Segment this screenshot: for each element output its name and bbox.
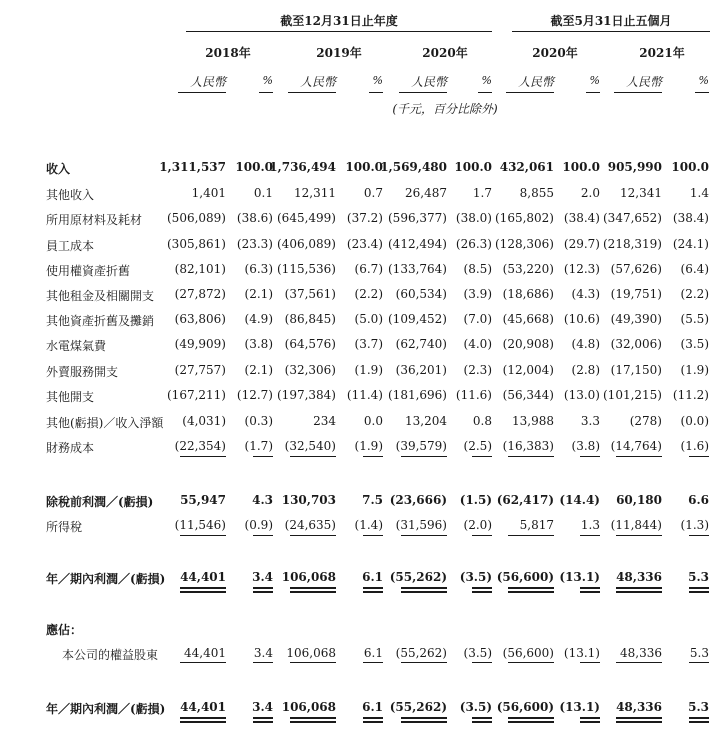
cell-value: 5,817 [519,518,554,532]
row-label: 其他收入 [46,188,95,202]
cell-value: (32,006) [610,337,662,351]
cell-value: (13.1) [559,570,600,584]
year-header: 2019年 [316,46,362,60]
cell-value: (27,757) [174,363,226,377]
cell-value: (3.8) [571,439,600,453]
cell-value: 5.3 [688,570,709,584]
column-rule [616,535,662,536]
cell-value: (12.7) [236,388,273,402]
cell-value: 1.7 [472,186,492,200]
column-rule [689,535,709,536]
cell-value: (60,534) [395,287,447,301]
cell-value: (37,561) [284,287,336,301]
cell-value: 100.0 [235,160,273,174]
cell-value: (165,802) [495,211,554,225]
column-rule [508,456,554,457]
column-rule [580,587,600,589]
cell-value: (218,319) [603,237,662,251]
cell-value: (55,262) [389,570,447,584]
cell-value: (109,452) [388,312,447,326]
cell-value: 2.0 [580,186,600,200]
column-rule [616,662,662,663]
cell-value: (20,908) [502,337,554,351]
column-rule [689,717,709,719]
row-label: 使用權資產折舊 [46,264,131,278]
cell-value: (27,872) [174,287,226,301]
column-rule [253,717,273,719]
column-rule [180,535,226,536]
cell-value: 100.0 [562,160,600,174]
cell-value: 1,569,480 [380,160,447,174]
row-label: 外賣服務開支 [46,365,119,379]
cell-value: (56,344) [502,388,554,402]
cell-value: (56,600) [502,646,554,660]
cell-value: 48,336 [616,570,662,584]
cell-value: (4.0) [463,337,492,351]
column-rule [508,587,554,589]
column-rule [253,535,273,536]
cell-value: (1.7) [244,439,273,453]
column-rule [363,717,383,719]
cell-value: (3.8) [244,337,273,351]
cell-value: (2.5) [463,439,492,453]
cell-value: (23.4) [346,237,383,251]
cell-value: 6.1 [363,646,383,660]
column-rule [180,662,226,663]
unit-percent-header: % [372,74,383,87]
cell-value: (3.5) [680,337,709,351]
unit-underline [288,92,336,93]
row-label: 收入 [46,162,71,176]
unit-percent-header: % [481,74,492,87]
cell-value: (86,845) [284,312,336,326]
cell-value: 234 [313,414,336,428]
cell-value: 7.5 [362,493,383,507]
cell-value: 55,947 [180,493,226,507]
column-rule [401,717,447,719]
cell-value: (2.1) [244,287,273,301]
column-rule [290,662,336,663]
cell-value: (11.6) [455,388,492,402]
column-rule [689,721,709,723]
cell-value: 100.0 [454,160,492,174]
cell-value: (181,696) [388,388,447,402]
cell-value: 1.4 [689,186,709,200]
cell-value: (37.2) [346,211,383,225]
cell-value: 1,311,537 [159,160,226,174]
column-rule [472,591,492,593]
column-rule [363,591,383,593]
cell-value: 44,401 [180,700,226,714]
cell-value: (29.7) [563,237,600,251]
column-rule [472,535,492,536]
cell-value: (17,150) [610,363,662,377]
unit-underline [369,92,383,93]
column-rule [689,662,709,663]
row-label: 所得稅 [46,520,83,534]
year-header: 2021年 [639,46,685,60]
column-rule [290,591,336,593]
cell-value: 3.4 [252,700,273,714]
unit-note: (千元，百分比除外) [392,102,498,116]
cell-value: 432,061 [499,160,554,174]
row-label: 其他租金及相關開支 [46,289,155,303]
cell-value: 106,068 [286,646,336,660]
cell-value: 3.4 [252,570,273,584]
cell-value: 12,311 [294,186,336,200]
cell-value: 12,341 [620,186,662,200]
cell-value: 106,068 [281,570,336,584]
cell-value: (2.0) [463,518,492,532]
cell-value: 3.3 [580,414,600,428]
group-header-rule [512,31,710,32]
cell-value: (3.5) [463,646,492,660]
column-rule [472,662,492,663]
cell-value: (1.9) [680,363,709,377]
row-label: 所用原材料及耗材 [46,213,143,227]
cell-value: (6.3) [244,262,273,276]
cell-value: 130,703 [281,493,336,507]
cell-value: (3.7) [354,337,383,351]
column-rule [363,535,383,536]
cell-value: (6.4) [680,262,709,276]
column-rule [253,456,273,457]
cell-value: (1.3) [680,518,709,532]
cell-value: 5.3 [688,700,709,714]
cell-value: (39,579) [395,439,447,453]
cell-value: (0.0) [680,414,709,428]
column-rule [180,587,226,589]
cell-value: 44,401 [180,570,226,584]
column-rule [290,587,336,589]
cell-value: (412,494) [388,237,447,251]
unit-rmb-header: 人民幣 [299,75,336,89]
cell-value: 48,336 [620,646,662,660]
cell-value: (6.7) [354,262,383,276]
cell-value: (128,306) [495,237,554,251]
row-label: 除稅前利潤／(虧損) [46,495,154,509]
cell-value: (645,499) [277,211,336,225]
cell-value: (2.3) [463,363,492,377]
cell-value: (406,089) [277,237,336,251]
cell-value: 4.3 [252,493,273,507]
cell-value: (2.2) [680,287,709,301]
cell-value: (12,004) [502,363,554,377]
cell-value: (133,764) [388,262,447,276]
column-rule [508,721,554,723]
cell-value: (14.4) [559,493,600,507]
column-rule [472,587,492,589]
column-rule [689,456,709,457]
cell-value: (4.9) [244,312,273,326]
cell-value: (64,576) [284,337,336,351]
cell-value: (38.0) [455,211,492,225]
cell-value: (38.4) [672,211,709,225]
cell-value: (82,101) [174,262,226,276]
cell-value: (10.6) [563,312,600,326]
cell-value: (506,089) [167,211,226,225]
cell-value: (2.2) [354,287,383,301]
cell-value: (14,764) [610,439,662,453]
group-header-five-months: 截至5月31日止五個月 [550,14,672,28]
column-rule [616,717,662,719]
row-label: 財務成本 [46,441,95,455]
cell-value: (4,031) [182,414,226,428]
cell-value: (13.1) [559,700,600,714]
unit-underline [259,92,273,93]
group-header-rule [186,31,492,32]
column-rule [253,662,273,663]
year-header: 2020年 [422,46,468,60]
column-rule [689,591,709,593]
cell-value: (38.6) [236,211,273,225]
cell-value: (101,215) [603,388,662,402]
cell-value: (31,596) [395,518,447,532]
column-rule [253,587,273,589]
column-rule [401,591,447,593]
cell-value: (36,201) [395,363,447,377]
column-rule [363,587,383,589]
column-rule [290,456,336,457]
cell-value: 1,736,494 [269,160,336,174]
column-rule [508,591,554,593]
cell-value: (49,390) [610,312,662,326]
cell-value: (11,844) [610,518,662,532]
cell-value: (13.1) [563,646,600,660]
cell-value: (1.9) [354,439,383,453]
unit-underline [399,92,447,93]
unit-underline [506,92,554,93]
cell-value: (32,540) [284,439,336,453]
cell-value: (55,262) [389,700,447,714]
group-header-fiscal-year: 截至12月31日止年度 [280,14,398,28]
cell-value: (197,384) [277,388,336,402]
column-rule [580,535,600,536]
column-rule [253,721,273,723]
cell-value: (7.0) [463,312,492,326]
unit-percent-header: % [698,74,709,87]
cell-value: (596,377) [388,211,447,225]
column-rule [180,717,226,719]
cell-value: (19,751) [610,287,662,301]
cell-value: 0.1 [253,186,273,200]
column-rule [616,587,662,589]
row-label: 員工成本 [46,239,95,253]
column-rule [616,456,662,457]
cell-value: (57,626) [610,262,662,276]
cell-value: (24.1) [672,237,709,251]
cell-value: (26.3) [455,237,492,251]
cell-value: 6.1 [362,700,383,714]
column-rule [253,591,273,593]
cell-value: 8,855 [519,186,554,200]
cell-value: (23.3) [236,237,273,251]
cell-value: 44,401 [184,646,226,660]
cell-value: 3.4 [253,646,273,660]
cell-value: 26,487 [405,186,447,200]
cell-value: (167,211) [167,388,226,402]
cell-value: (278) [629,414,662,428]
cell-value: (56,600) [496,700,554,714]
column-rule [472,456,492,457]
cell-value: (49,909) [174,337,226,351]
unit-rmb-header: 人民幣 [517,75,554,89]
cell-value: (5.0) [354,312,383,326]
column-rule [580,456,600,457]
unit-underline [586,92,600,93]
cell-value: 60,180 [616,493,662,507]
cell-value: (12.3) [563,262,600,276]
row-label: 水電煤氣費 [46,339,107,353]
column-rule [616,721,662,723]
unit-underline [614,92,662,93]
cell-value: (8.5) [463,262,492,276]
column-rule [616,591,662,593]
cell-value: 48,336 [616,700,662,714]
cell-value: (1.4) [354,518,383,532]
column-rule [508,535,554,536]
cell-value: 0.7 [363,186,383,200]
cell-value: (1.6) [680,439,709,453]
unit-percent-header: % [262,74,273,87]
cell-value: (13.0) [563,388,600,402]
cell-value: 0.8 [472,414,492,428]
row-label: 其他(虧損)／收入淨額 [46,416,164,430]
column-rule [363,721,383,723]
cell-value: (0.9) [244,518,273,532]
column-rule [472,717,492,719]
column-rule [363,662,383,663]
cell-value: 0.0 [363,414,383,428]
column-rule [180,721,226,723]
cell-value: (3.5) [459,700,492,714]
row-label: 年／期內利潤／(虧損) [46,702,166,716]
cell-value: (4.3) [571,287,600,301]
cell-value: (11.4) [346,388,383,402]
cell-value: (3.5) [459,570,492,584]
cell-value: (56,600) [496,570,554,584]
cell-value: (11,546) [174,518,226,532]
cell-value: (38.4) [563,211,600,225]
cell-value: (2.1) [244,363,273,377]
cell-value: (62,417) [496,493,554,507]
cell-value: 13,988 [512,414,554,428]
cell-value: 1,401 [191,186,226,200]
cell-value: (23,666) [389,493,447,507]
column-rule [290,535,336,536]
column-rule [401,662,447,663]
cell-value: (62,740) [395,337,447,351]
column-rule [401,587,447,589]
column-rule [401,721,447,723]
column-rule [180,456,226,457]
cell-value: (22,354) [174,439,226,453]
cell-value: (4.8) [571,337,600,351]
cell-value: (53,220) [502,262,554,276]
cell-value: (3.9) [463,287,492,301]
year-header: 2018年 [205,46,251,60]
column-rule [580,591,600,593]
cell-value: (18,686) [502,287,554,301]
column-rule [401,456,447,457]
column-rule [580,717,600,719]
unit-percent-header: % [589,74,600,87]
cell-value: 100.0 [345,160,383,174]
unit-rmb-header: 人民幣 [410,75,447,89]
row-label: 應佔： [46,623,83,637]
cell-value: (305,861) [167,237,226,251]
cell-value: (0.3) [244,414,273,428]
cell-value: 1.3 [580,518,600,532]
cell-value: (63,806) [174,312,226,326]
cell-value: (5.5) [680,312,709,326]
column-rule [290,717,336,719]
column-rule [580,662,600,663]
cell-value: 905,990 [607,160,662,174]
column-rule [508,662,554,663]
column-rule [290,721,336,723]
row-label: 其他資產折舊及攤銷 [46,314,155,328]
column-rule [363,456,383,457]
column-rule [180,591,226,593]
unit-underline [178,92,226,93]
unit-rmb-header: 人民幣 [625,75,662,89]
cell-value: 100.0 [671,160,709,174]
column-rule [472,721,492,723]
cell-value: (347,652) [603,211,662,225]
column-rule [401,535,447,536]
cell-value: (11.2) [672,388,709,402]
column-rule [580,721,600,723]
cell-value: (45,668) [502,312,554,326]
row-label: 其他開支 [46,390,95,404]
cell-value: 13,204 [405,414,447,428]
cell-value: (24,635) [284,518,336,532]
cell-value: (32,306) [284,363,336,377]
cell-value: 6.6 [688,493,709,507]
year-header: 2020年 [532,46,578,60]
cell-value: (16,383) [502,439,554,453]
cell-value: (55,262) [395,646,447,660]
unit-underline [478,92,492,93]
cell-value: (2.8) [571,363,600,377]
cell-value: (115,536) [277,262,336,276]
cell-value: (1.9) [354,363,383,377]
column-rule [508,717,554,719]
cell-value: 106,068 [281,700,336,714]
row-label: 本公司的權益股東 [62,648,159,662]
row-label: 年／期內利潤／(虧損) [46,572,166,586]
unit-underline [695,92,709,93]
cell-value: 6.1 [362,570,383,584]
cell-value: (1.5) [459,493,492,507]
cell-value: 5.3 [689,646,709,660]
unit-rmb-header: 人民幣 [189,75,226,89]
column-rule [689,587,709,589]
